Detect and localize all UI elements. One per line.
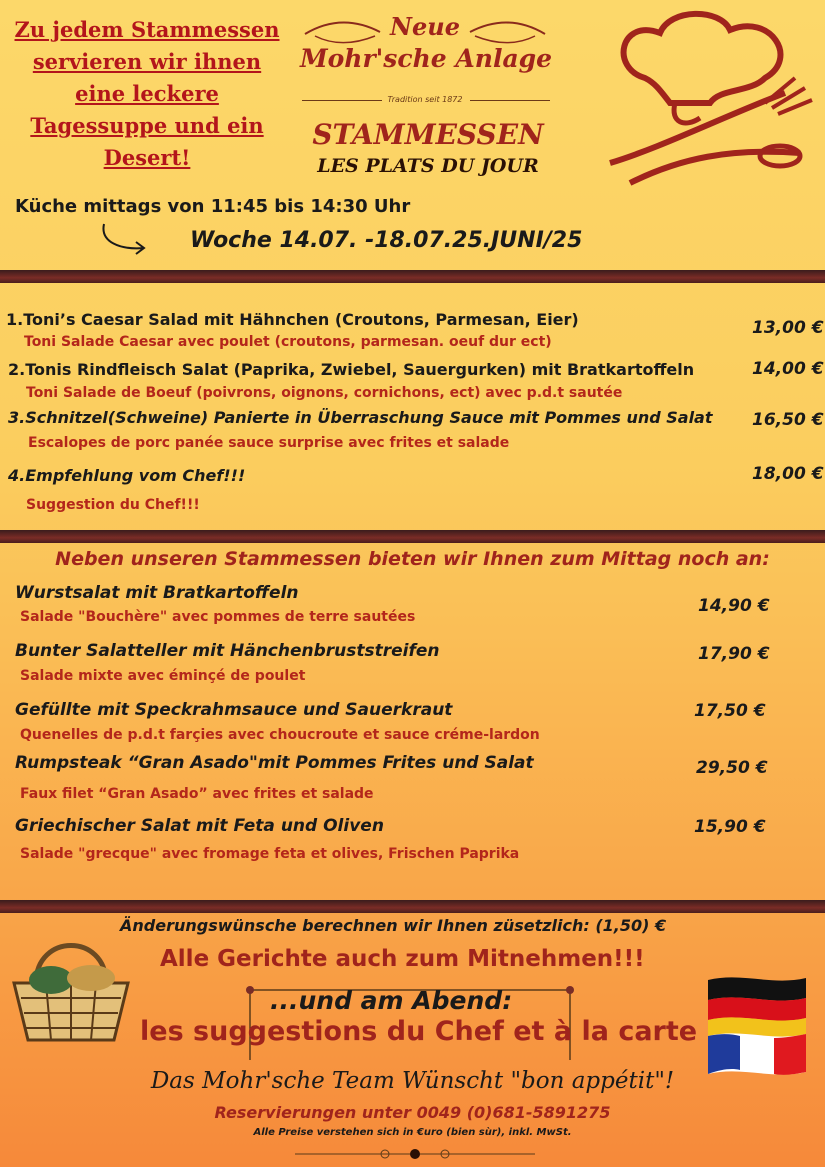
dish-french: Salade mixte avec éminçé de poulet xyxy=(20,668,306,684)
basket-icon xyxy=(6,928,136,1044)
brand-line1: Neue xyxy=(390,12,460,41)
dish-french: Escalopes de porc panée sauce surprise avec frites et salade xyxy=(28,435,510,451)
dish-french: Quenelles de p.d.t farçies avec choucroute et sauce créme-lardon xyxy=(20,727,540,743)
dish-name: 4.Empfehlung vom Chef!!! xyxy=(8,466,246,485)
dish-name: 2.Tonis Rindfleisch Salat (Paprika, Zwiebel, Sauergurken) mit Bratkartoffeln xyxy=(8,360,695,379)
dish-name: Griechischer Salat mit Feta und Oliven xyxy=(15,816,384,836)
change-fee-note: Änderungswünsche berechnen wir Ihnen züsetzlich: (1,50) € xyxy=(120,916,667,935)
prices-note: Alle Preise verstehen sich in €uro (bien sùr), inkl. MwSt. xyxy=(253,1127,572,1138)
page-subtitle: LES PLATS DU JOUR xyxy=(317,155,539,177)
evening-offer: les suggestions du Chef et à la carte xyxy=(140,1016,698,1047)
chef-hat-icon xyxy=(600,8,815,198)
team-greeting: Das Mohr'sche Team Wünscht "bon appétit"! xyxy=(150,1068,675,1094)
dish-price: 14,00 € xyxy=(752,359,824,379)
divider-band xyxy=(0,270,825,283)
dish-french: Salade "Bouchère" avec pommes de terre sautées xyxy=(20,609,416,625)
dish-price: 16,50 € xyxy=(752,410,824,430)
dish-french: Suggestion du Chef!!! xyxy=(26,497,200,513)
soup-dessert-note: Zu jedem Stammessen servieren wir ihnen eine leckere Tagessuppe und ein Desert! xyxy=(14,17,280,170)
dish-price: 17,50 € xyxy=(694,701,766,721)
dish-price: 13,00 € xyxy=(752,318,824,338)
page-title: STAMMESSEN xyxy=(312,118,544,151)
dish-price: 29,50 € xyxy=(696,758,768,778)
dish-name: Gefüllte mit Speckrahmsauce und Sauerkraut xyxy=(15,700,453,720)
dish-price: 14,90 € xyxy=(698,596,770,616)
dish-price: 15,90 € xyxy=(694,817,766,837)
dish-french: Toni Salade de Boeuf (poivrons, oignons, cornichons, ect) avec p.d.t sautée xyxy=(26,385,623,401)
evening-heading: ...und am Abend: xyxy=(270,986,513,1015)
arrow-icon xyxy=(100,222,150,256)
week-range: Woche 14.07. -18.07.25.JUNI/25 xyxy=(190,228,583,253)
dish-name: Wurstsalat mit Bratkartoffeln xyxy=(15,583,299,603)
dish-price: 17,90 € xyxy=(698,644,770,664)
divider-band xyxy=(0,530,825,543)
dish-name: Rumpsteak “Gran Asado"mit Pommes Frites und Salat xyxy=(15,753,534,773)
brand-name: Mohr'sche Anlage xyxy=(299,44,553,73)
reservation-phone: Reservierungen unter 0049 (0)681-5891275 xyxy=(214,1103,611,1122)
dish-name: 1.Toni’s Caesar Salad mit Hähnchen (Croutons, Parmesan, Eier) xyxy=(6,310,579,329)
divider-band xyxy=(0,900,825,913)
dish-name: Bunter Salatteller mit Hänchenbruststreifen xyxy=(15,641,440,661)
dish-french: Toni Salade Caesar avec poulet (croutons, parmesan. oeuf dur ect) xyxy=(24,334,552,350)
takeaway-note: Alle Gerichte auch zum Mitnehmen!!! xyxy=(160,946,645,972)
tradition-text: Tradition seit 1872 xyxy=(387,95,463,104)
dish-name: 3.Schnitzel(Schweine) Panierte in Überraschung Sauce mit Pommes und Salat xyxy=(8,408,713,427)
section-title: Neben unseren Stammessen bieten wir Ihnen zum Mittag noch an: xyxy=(55,548,770,570)
dish-french: Faux filet “Gran Asado” avec frites et salade xyxy=(20,786,374,802)
kitchen-hours: Küche mittags von 11:45 bis 14:30 Uhr xyxy=(15,196,411,217)
dish-price: 18,00 € xyxy=(752,464,824,484)
dish-french: Salade "grecque" avec fromage feta et olives, Frischen Paprika xyxy=(20,846,520,862)
bottom-ornament-icon xyxy=(290,1146,540,1162)
